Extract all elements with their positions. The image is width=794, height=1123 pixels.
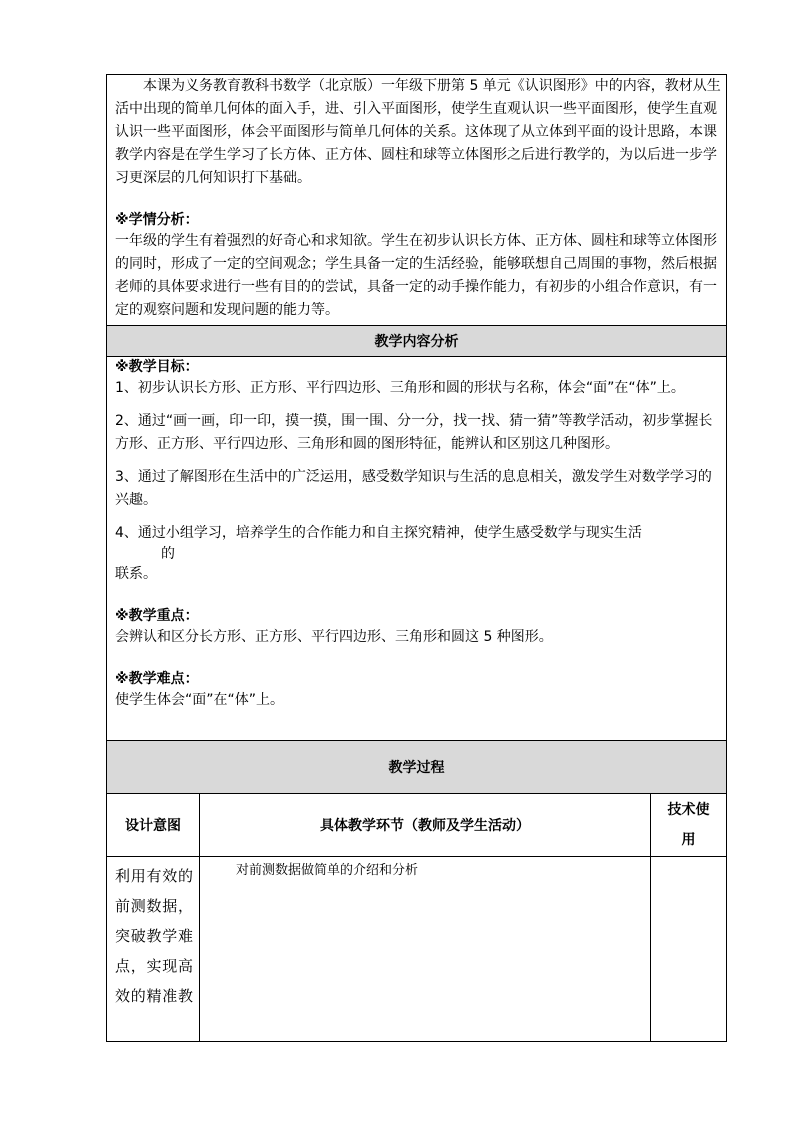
student-analysis-heading: ※学情分析：: [115, 212, 199, 228]
row1-intent: 利用有效的前测数据，突破教学难点，实现高效的精准教: [107, 857, 200, 1042]
goal-4-line-3: 联系。: [115, 566, 157, 582]
process-title: 教学过程: [107, 741, 727, 794]
intro-paragraph: 本课为义务教育教科书数学（北京版）一年级下册第 5 单元《认识图形》中的内容，教材从生活中出现的简单几何体的面入手，进、引入平面图形，使学生直观认识一些平面图形，使学生直观认识一些平面图形，体会平面图形与简单几何体的关系。这体现了从立体到平面的设计思路，本课教学内容是在学生学习了长方体、正方体、圆柱和球等立体图形之后进行教学的，为以后进一步学习更深层的几何知识打下基础。: [115, 78, 721, 186]
goal-4-line-2: 的: [161, 546, 175, 562]
content-analysis-cell: [107, 357, 727, 741]
student-analysis-paragraph: 一年级的学生有着强烈的好奇心和求知欲。学生在初步认识长方体、正方体、圆柱和球等立体图形的同时，形成了一定的空间观念；学生具备一定的生活经验，能够联想自己周围的事物，然后根据老师的具体要求进行一些有目的的尝试，具备一定的动手操作能力，有初步的小组合作意识，有一定的观察问题和发现问题的能力等。: [115, 233, 717, 318]
key-point-heading: ※教学重点：: [115, 608, 199, 624]
col-header-steps: 具体教学环节（教师及学生活动）: [200, 794, 651, 857]
col-header-tech: 技术使用: [651, 794, 727, 857]
lesson-plan-page: [106, 74, 726, 1042]
key-point-text: 会辨认和区分长方形、正方形、平行四边形、三角形和圆这 5 种图形。: [115, 629, 553, 645]
process-row-1: [107, 857, 727, 1042]
background-row: [107, 75, 727, 326]
background-cell: [107, 75, 727, 326]
goal-1: 1、初步认识长方形、正方形、平行四边形、三角形和圆的形状与名称，体会“面”在“体”上。: [115, 380, 685, 396]
lesson-plan-table: [106, 74, 727, 1042]
process-header-row: [107, 741, 727, 794]
difficulty-heading: ※教学难点：: [115, 671, 199, 687]
goal-3: 3、通过了解图形在生活中的广泛运用，感受数学知识与生活的息息相关，激发学生对数学学习的兴趣。: [115, 469, 712, 508]
col-header-intent: 设计意图: [107, 794, 200, 857]
content-analysis-row: [107, 357, 727, 741]
goal-2: 2、通过“画一画，印一印，摸一摸，围一围、分一分，找一找、猜一猜”等教学活动，初步掌握长方形、正方形、平行四边形、三角形和圆的图形特征，能辨认和区别这几种图形。: [115, 413, 713, 452]
row1-tech: [651, 857, 727, 1042]
goal-4-line-1: 4、通过小组学习，培养学生的合作能力和自主探究精神，使学生感受数学与现实生活: [115, 525, 642, 541]
goals-heading: ※教学目标：: [115, 359, 199, 375]
content-analysis-title: 教学内容分析: [107, 326, 727, 357]
row1-activity: 对前测数据做简单的介绍和分析: [200, 857, 651, 1042]
process-columns-row: [107, 794, 727, 857]
difficulty-text: 使学生体会“面”在“体”上。: [115, 692, 285, 708]
content-analysis-header-row: [107, 326, 727, 357]
